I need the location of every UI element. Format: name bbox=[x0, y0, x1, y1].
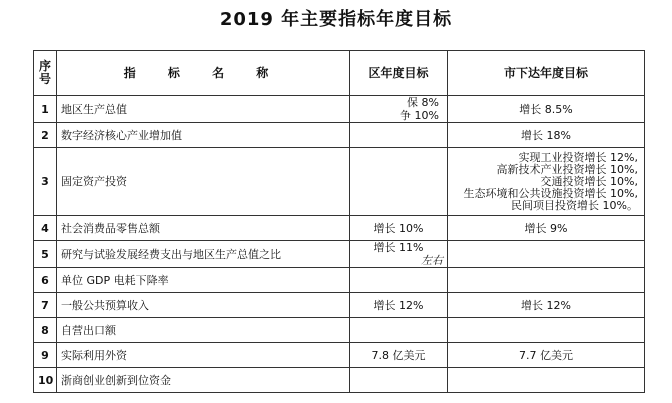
header-serial-line-1: 序 bbox=[38, 59, 51, 73]
row-number: 5 bbox=[34, 241, 57, 268]
district-target-line: 7.8 亿美元 bbox=[371, 348, 426, 362]
city-target-line: 7.7 亿美元 bbox=[519, 348, 573, 362]
district-target bbox=[350, 368, 448, 393]
indicator-name: 社会消费品零售总额 bbox=[57, 216, 350, 241]
city-target bbox=[448, 96, 645, 123]
indicator-name: 研究与试验发展经费支出与地区生产总值之比 bbox=[57, 241, 350, 268]
row-number: 10 bbox=[34, 368, 57, 393]
annual-targets-table bbox=[33, 50, 645, 393]
table-row bbox=[34, 318, 645, 343]
city-target-line: 生态环境和公共设施投资增长 10%, bbox=[463, 186, 638, 200]
indicator-name: 数字经济核心产业增加值 bbox=[57, 123, 350, 148]
table-row bbox=[34, 96, 645, 123]
indicator-name: 一般公共预算收入 bbox=[57, 293, 350, 318]
city-target-line: 实现工业投资增长 12%, bbox=[518, 150, 638, 164]
header-serial-line-2: 号 bbox=[38, 72, 51, 86]
district-target bbox=[350, 293, 448, 318]
row-number: 1 bbox=[34, 96, 57, 123]
city-target-line: 增长 18% bbox=[521, 128, 571, 142]
district-target-line: 左右 bbox=[421, 254, 443, 267]
city-target bbox=[448, 318, 645, 343]
city-target bbox=[448, 148, 645, 216]
district-target-line: 增长 10% bbox=[373, 221, 424, 235]
row-number: 3 bbox=[34, 148, 57, 216]
header-indicator-name: 指 标 名 称 bbox=[57, 51, 350, 96]
district-target bbox=[350, 318, 448, 343]
row-number: 4 bbox=[34, 216, 57, 241]
city-target bbox=[448, 241, 645, 268]
table-row bbox=[34, 148, 645, 216]
district-target bbox=[350, 216, 448, 241]
header-serial-number bbox=[34, 51, 57, 96]
district-target bbox=[350, 343, 448, 368]
row-number: 9 bbox=[34, 343, 57, 368]
table-header-row bbox=[34, 51, 645, 96]
table-row bbox=[34, 123, 645, 148]
header-city-target: 市下达年度目标 bbox=[448, 51, 645, 96]
city-target-line: 交通投资增长 10%, bbox=[540, 174, 638, 188]
header-district-target: 区年度目标 bbox=[350, 51, 448, 96]
indicator-name: 地区生产总值 bbox=[57, 96, 350, 123]
row-number: 2 bbox=[34, 123, 57, 148]
district-target-line: 增长 11% bbox=[373, 241, 424, 254]
district-target bbox=[350, 123, 448, 148]
row-number: 6 bbox=[34, 268, 57, 293]
indicator-name: 浙商创业创新到位资金 bbox=[57, 368, 350, 393]
row-number: 7 bbox=[34, 293, 57, 318]
indicator-name: 单位 GDP 电耗下降率 bbox=[57, 268, 350, 293]
table-row bbox=[34, 268, 645, 293]
city-target-line: 民间项目投资增长 10%。 bbox=[511, 198, 638, 212]
table-row bbox=[34, 293, 645, 318]
table-row bbox=[34, 343, 645, 368]
district-target bbox=[350, 241, 448, 268]
district-target bbox=[350, 96, 448, 123]
city-target bbox=[448, 216, 645, 241]
indicator-name: 实际利用外资 bbox=[57, 343, 350, 368]
page-title: 2019 年主要指标年度目标 bbox=[219, 9, 453, 30]
row-number: 8 bbox=[34, 318, 57, 343]
indicator-name: 自营出口额 bbox=[57, 318, 350, 343]
district-target-line: 保 8% bbox=[407, 96, 439, 109]
city-target bbox=[448, 343, 645, 368]
city-target-line: 增长 12% bbox=[521, 298, 571, 312]
district-target bbox=[350, 268, 448, 293]
city-target-line: 增长 8.5% bbox=[519, 102, 573, 116]
city-target bbox=[448, 368, 645, 393]
city-target-line: 增长 9% bbox=[524, 221, 568, 235]
table-row bbox=[34, 368, 645, 393]
district-target-line: 争 10% bbox=[400, 109, 439, 122]
indicator-name: 固定资产投资 bbox=[57, 148, 350, 216]
city-target bbox=[448, 268, 645, 293]
city-target bbox=[448, 293, 645, 318]
city-target bbox=[448, 123, 645, 148]
city-target-line: 高新技术产业投资增长 10%, bbox=[496, 162, 638, 176]
district-target bbox=[350, 148, 448, 216]
table-row bbox=[34, 216, 645, 241]
table-row bbox=[34, 241, 645, 268]
district-target-line: 增长 12% bbox=[373, 298, 424, 312]
